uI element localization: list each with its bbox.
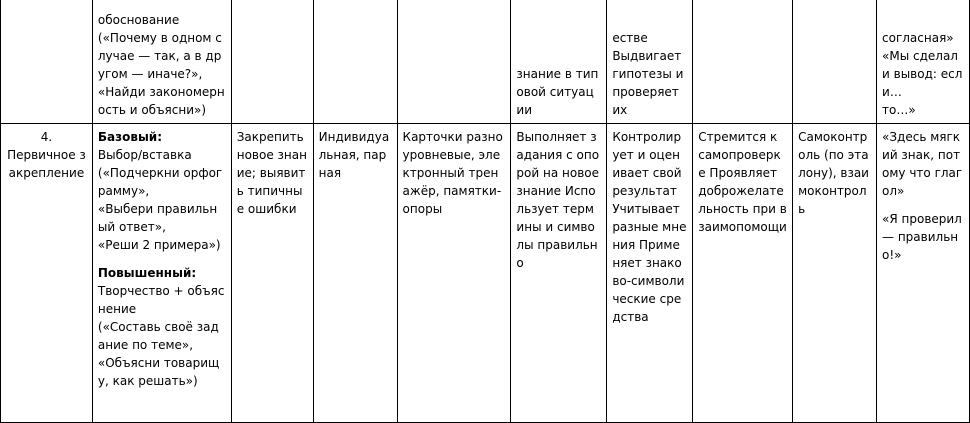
cell-tasks <box>92 124 231 423</box>
cell-means: Карточки разноуровневые, электронный тренажёр, памятки-опоры <box>397 124 511 423</box>
cell-speech <box>877 124 970 423</box>
cell-goal: Закрепить новое знание; выявить типичные ошибки <box>231 124 313 423</box>
cell-student: Выполняет задания с опорой на новое знание Использует термины и символы правильно <box>511 124 607 423</box>
basic-level-block: Базовый: Выбор/вставка («Подчеркни орфограмму», «Выбери правильный ответ», «Реши 2 примера») <box>98 128 226 254</box>
cell-prev-goal <box>231 0 313 124</box>
cell-form: Индивидуальная, парная <box>313 124 397 423</box>
cell-prev-student: знание в типовой ситуации <box>511 0 607 124</box>
basic-level-text: Выбор/вставка («Подчеркни орфограмму», «Выбери правильный ответ», «Реши 2 примера») <box>97 148 223 252</box>
cell-prev-tasks: обоснование («Почему в одном случае — так, а в другом — иначе?», «Найди закономерность и объясни») <box>92 0 231 124</box>
table-row-stage-4 <box>1 124 970 423</box>
cell-prev-form <box>313 0 397 124</box>
advanced-level-label: Повышенный <box>97 266 192 280</box>
speech-sample-2: «Я проверил — правильно!» <box>882 212 962 262</box>
advanced-level-block: Повышенный: Творчество + объяснение («Составь своё задание по теме», «Объясни товарищу, как решать») <box>97 266 225 388</box>
cell-prev-meta: естве Выдвигает гипотезы и проверяет их <box>607 0 693 124</box>
cell-prev-control <box>793 0 877 124</box>
speech-sample-1: «Здесь мягкий знак, потому что глагол» <box>882 130 963 198</box>
table-row-previous <box>1 0 970 124</box>
cell-meta: Контролирует и оценивает свой результат Учитывает разные мнения Применяет знаково-символические средства <box>607 124 693 423</box>
cell-prev-personal <box>693 0 793 124</box>
cell-control: Самоконтроль (по эталону), взаимоконтроль <box>793 124 877 423</box>
cell-prev-speech: согласная» «Мы сделали вывод: если… то…» <box>877 0 970 124</box>
cell-prev-stage <box>1 0 93 124</box>
basic-level-label: Базовый <box>97 130 158 144</box>
advanced-level-text: Творчество + объяснение («Составь своё задание по теме», «Объясни товарищу, как решать») <box>97 284 225 388</box>
cell-prev-means <box>397 0 511 124</box>
cell-personal: Стремится к самопроверке Проявляет доброжелательность при взаимопомощи <box>693 124 793 423</box>
cell-stage: 4. Первичное закрепление <box>1 124 93 423</box>
